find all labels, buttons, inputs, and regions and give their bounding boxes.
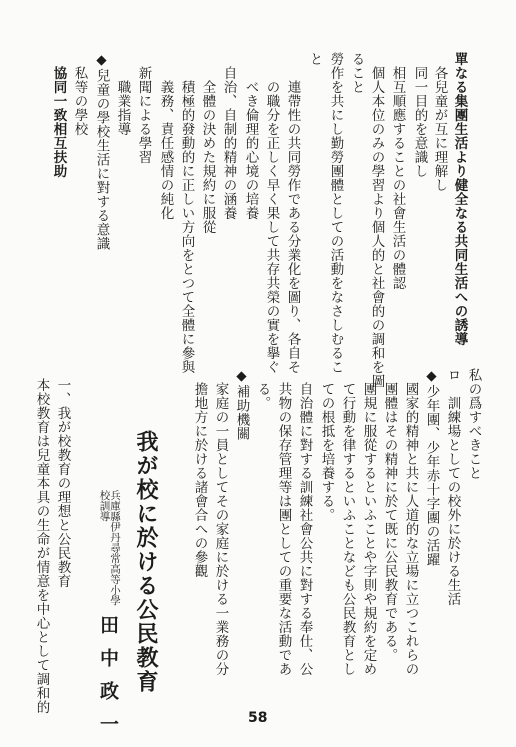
lower-line-9: 自治體に對する訓練社會公共に對する奉仕、公 (296, 382, 313, 676)
upper-line-20: 協同一致相互扶助 (50, 66, 67, 178)
upper-line-1: 單なる集團生活より健全なる共同生活への誘導 (451, 52, 468, 346)
upper-line-18: ◆兒童の學校生活に對する意識 (93, 52, 110, 251)
body-line: 本校教育は兒童本具の生命が情意を中心として調和的 (33, 378, 50, 714)
upper-line-8: と (306, 52, 323, 66)
upper-line-19: 私等の學校 (71, 66, 88, 136)
upper-line-14: 積極的發動的に正しい方向をとつて全體に參與 (178, 80, 195, 374)
upper-line-17: 職業指導 (114, 80, 131, 136)
lower-line-7: て行動を律するといふことなども公民教育とし (339, 382, 356, 676)
lower-line-2: ロ 訓練場としての校外に於ける生活 (444, 368, 461, 606)
author-name: 田中政一 (97, 615, 119, 747)
upper-line-3: 同一目的を意識し (411, 66, 428, 178)
lower-line-1: 私の爲すべきこと (465, 368, 482, 480)
lower-line-13: 家庭の一員としてその家庭に於ける一業務の分 (212, 382, 229, 676)
upper-line-13: 全體の決めた規約に服從 (199, 80, 216, 234)
section-heading: 一、我が校教育の理想と公民教育 (54, 378, 71, 588)
upper-line-2: 各兒童が互に理解し (431, 66, 448, 192)
lower-line-3: ◆少年團、少年赤十字團の活躍 (423, 368, 440, 567)
upper-line-4: 相互順應することの社會生活の體認 (389, 66, 406, 290)
upper-line-9: 連帶性の共同勞作である分業化を圖り、各自そ (284, 80, 301, 374)
article-title: 我が校に於ける公民教育 (133, 430, 159, 694)
lower-line-11: る。 (254, 382, 271, 410)
lower-line-14: 擔地方に於ける諸會合への參觀 (191, 382, 208, 578)
upper-line-7: 勞作を共にし勤勞團體としての活動をなさしむるこ (327, 52, 344, 374)
lower-line-8: ての根抵を培養する。 (318, 382, 335, 522)
upper-line-12: 自治、自制的精神の涵養 (220, 66, 237, 220)
page-number: 58 (248, 710, 268, 726)
upper-line-6: ること (348, 52, 365, 94)
upper-line-15: 義務、責任感情の純化 (157, 80, 174, 220)
upper-line-16: 新聞による學習 (135, 66, 152, 164)
author-affiliation: 兵庫縣伊丹尋常高等小學校訓導 (98, 490, 121, 606)
upper-line-5: 個人本位のみの學習より個人的と社會的の調和を圖 (368, 66, 385, 388)
lower-line-4: 國家的精神と共に人道的な立場に立つこれらの (402, 382, 419, 676)
lower-line-6: 團規に服從するといふことや字則や規約を定め (360, 382, 377, 676)
lower-line-12: ◆補助機關 (233, 368, 250, 441)
lower-line-10: 共物の保存管理等は團としての重要な活動であ (275, 382, 292, 676)
lower-line-5: 團體はその精神に於て既に公民教育である。 (381, 382, 398, 662)
upper-line-11: べき倫理的心境の培養 (242, 80, 259, 220)
upper-line-10: の職分を正しく早く果して共存共榮の實を擧ぐ (263, 80, 280, 374)
